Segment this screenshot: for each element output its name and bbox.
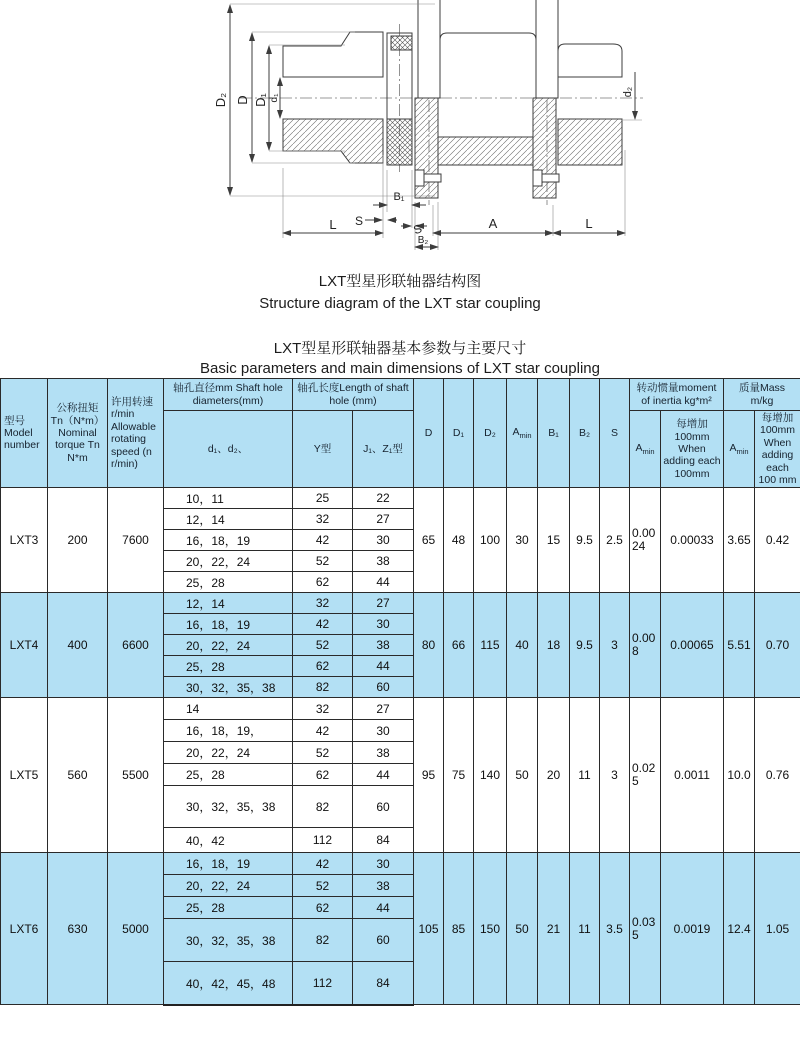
cell-num: 82 bbox=[293, 786, 353, 828]
param-table-body bbox=[1, 488, 800, 1005]
dim-label-d2: d₂ bbox=[622, 86, 634, 98]
cell-num: 42 bbox=[293, 530, 353, 551]
header-B2: B₂ bbox=[570, 379, 600, 488]
cell-num: 5500 bbox=[108, 698, 164, 853]
cell-model: LXT4 bbox=[1, 593, 48, 698]
header-shaft-dia-en: Shaft hole diameters(mm) bbox=[192, 382, 283, 407]
cell-num: 630 bbox=[48, 853, 108, 1005]
cell-num: 1.05 bbox=[755, 853, 800, 1005]
diagram-title-en: Structure diagram of the LXT star coupling bbox=[259, 295, 541, 312]
cell-num: 0.00033 bbox=[661, 488, 724, 593]
cell-d: 30，32，35，38 bbox=[164, 919, 293, 962]
cell-num: 3.65 bbox=[724, 488, 755, 593]
header-mass-per100-en: When adding each 100 mm bbox=[758, 436, 797, 486]
cell-num: 32 bbox=[293, 509, 353, 530]
header-S: S bbox=[600, 379, 630, 488]
cell-num: 30 bbox=[353, 853, 414, 875]
cell-num: 84 bbox=[353, 962, 414, 1005]
cell-num: 15 bbox=[538, 488, 570, 593]
header-mass-unit: m/kg bbox=[750, 394, 774, 407]
dim-label-D1: D₁ bbox=[253, 93, 268, 107]
cell-model: LXT3 bbox=[1, 488, 48, 593]
cell-d: 16，18，19 bbox=[164, 614, 293, 635]
cell-num: 62 bbox=[293, 572, 353, 593]
cell-num: 11 bbox=[570, 698, 600, 853]
cell-d: 14 bbox=[164, 698, 293, 720]
cell-d: 16，18，19 bbox=[164, 853, 293, 875]
cell-num: 60 bbox=[353, 677, 414, 698]
cell-num: 3 bbox=[600, 593, 630, 698]
cell-num: 0.0019 bbox=[661, 853, 724, 1005]
cell-num: 50 bbox=[507, 853, 538, 1005]
header-D: D bbox=[414, 379, 444, 488]
cell-d: 30，32，35，38 bbox=[164, 786, 293, 828]
cell-num: 95 bbox=[414, 698, 444, 853]
cell-num: 10.0 bbox=[724, 698, 755, 853]
dim-label-d1: d₁ bbox=[269, 93, 280, 103]
cell-d: 12，14 bbox=[164, 509, 293, 530]
parameters-table bbox=[0, 378, 800, 1006]
cell-num: 20 bbox=[538, 698, 570, 853]
dim-label-S1: S bbox=[354, 214, 364, 228]
cell-num: 0.00065 bbox=[661, 593, 724, 698]
cell-num: 42 bbox=[293, 614, 353, 635]
cell-num: 82 bbox=[293, 919, 353, 962]
cell-model: LXT5 bbox=[1, 698, 48, 853]
cell-num: 560 bbox=[48, 698, 108, 853]
cell-num: 200 bbox=[48, 488, 108, 593]
header-inertia-zh: 转动惯量 bbox=[636, 382, 679, 395]
cell-d: 40，42，45，48 bbox=[164, 962, 293, 1005]
cell-num: 40 bbox=[507, 593, 538, 698]
cell-num: 62 bbox=[293, 897, 353, 919]
cell-num: 0.42 bbox=[755, 488, 800, 593]
header-y-type: Y型 bbox=[293, 411, 353, 488]
cell-num: 52 bbox=[293, 635, 353, 656]
cell-num: 60 bbox=[353, 786, 414, 828]
cell-d: 25，28 bbox=[164, 764, 293, 786]
cell-j: 0.025 bbox=[630, 698, 661, 853]
cell-num: 52 bbox=[293, 875, 353, 897]
cell-num: 48 bbox=[444, 488, 474, 593]
header-shaft-len bbox=[293, 379, 414, 411]
header-model-en: Model number bbox=[4, 426, 40, 452]
header-D2: D₂ bbox=[474, 379, 507, 488]
cell-num: 25 bbox=[293, 488, 353, 509]
structure-diagram bbox=[185, 0, 650, 250]
cell-num: 44 bbox=[353, 656, 414, 677]
cell-d: 20，22，24 bbox=[164, 742, 293, 764]
cell-num: 65 bbox=[414, 488, 444, 593]
cell-num: 52 bbox=[293, 551, 353, 572]
cell-num: 80 bbox=[414, 593, 444, 698]
header-speed-en: Allowable rotating speed (n r/min) bbox=[111, 420, 156, 470]
cell-num: 9.5 bbox=[570, 488, 600, 593]
table-row bbox=[1, 853, 800, 875]
cell-num: 112 bbox=[293, 962, 353, 1005]
header-d1d2: d₁、d₂、 bbox=[164, 411, 293, 488]
cell-num: 85 bbox=[444, 853, 474, 1005]
cell-num: 32 bbox=[293, 593, 353, 614]
cell-d: 40，42 bbox=[164, 828, 293, 853]
cell-num: 30 bbox=[353, 720, 414, 742]
cell-num: 42 bbox=[293, 720, 353, 742]
cell-num: 38 bbox=[353, 742, 414, 764]
dim-label-L-left: L bbox=[329, 217, 337, 232]
header-mass bbox=[724, 379, 800, 411]
header-inertia-en: moment of inertia kg*m² bbox=[641, 382, 717, 407]
header-shaft-len-zh: 轴孔长度 bbox=[297, 382, 340, 395]
diagram-title-zh: LXT型星形联轴器结构图 bbox=[318, 273, 482, 290]
cell-num: 44 bbox=[353, 764, 414, 786]
header-D1: D₁ bbox=[444, 379, 474, 488]
cell-num: 27 bbox=[353, 509, 414, 530]
cell-num: 44 bbox=[353, 572, 414, 593]
header-shaft-dia-zh: 轴孔直径mm bbox=[173, 382, 233, 395]
cell-d: 12，14 bbox=[164, 593, 293, 614]
header-inertia-Amin: $A_{min}$ bbox=[630, 411, 661, 488]
cell-num: 30 bbox=[353, 614, 414, 635]
table-row bbox=[1, 593, 800, 614]
cell-num: 12.4 bbox=[724, 853, 755, 1005]
header-shaft-len-en: Length of shaft hole (mm) bbox=[329, 382, 409, 407]
cell-model: LXT6 bbox=[1, 853, 48, 1005]
cell-num: 105 bbox=[414, 853, 444, 1005]
cell-num: 52 bbox=[293, 742, 353, 764]
cell-num: 30 bbox=[353, 530, 414, 551]
header-torque-zh: 公称扭矩 bbox=[56, 402, 99, 415]
cell-num: 0.76 bbox=[755, 698, 800, 853]
header-speed bbox=[108, 379, 164, 488]
cell-num: 400 bbox=[48, 593, 108, 698]
header-mass-Amin: $A_{min}$ bbox=[724, 411, 755, 488]
header-inertia-per100-en: When adding each 100mm bbox=[663, 442, 721, 480]
table-title-zh: LXT型星形联轴器基本参数与主要尺寸 bbox=[273, 340, 527, 357]
cell-num: 44 bbox=[353, 897, 414, 919]
cell-num: 60 bbox=[353, 919, 414, 962]
cell-num: 0.0011 bbox=[661, 698, 724, 853]
table-header bbox=[1, 379, 800, 488]
cell-j: 0.035 bbox=[630, 853, 661, 1005]
header-mass-zh: 质量Mass bbox=[738, 382, 786, 395]
cell-num: 150 bbox=[474, 853, 507, 1005]
cell-num: 100 bbox=[474, 488, 507, 593]
header-shaft-dia bbox=[164, 379, 293, 411]
header-B1: B₁ bbox=[538, 379, 570, 488]
cell-num: 42 bbox=[293, 853, 353, 875]
header-Amin: $A_{min}$ bbox=[507, 379, 538, 488]
cell-num: 30 bbox=[507, 488, 538, 593]
cell-num: 115 bbox=[474, 593, 507, 698]
dim-label-D2: D₂ bbox=[213, 92, 228, 108]
cell-num: 3 bbox=[600, 698, 630, 853]
dim-label-B2: B₂ bbox=[417, 235, 429, 246]
header-speed-zh: 许用转速r/min bbox=[111, 396, 153, 421]
table-title-en: Basic parameters and main dimensions of LXT star coupling bbox=[200, 360, 600, 377]
header-inertia-per100-zh: 每增加100mm bbox=[674, 418, 710, 443]
dim-label-B1: B₁ bbox=[393, 191, 405, 203]
dim-label-A: A bbox=[488, 216, 498, 231]
header-model-zh: 型号 bbox=[4, 414, 25, 427]
header-torque bbox=[48, 379, 108, 488]
cell-num: 21 bbox=[538, 853, 570, 1005]
cell-d: 25，28 bbox=[164, 656, 293, 677]
cell-num: 38 bbox=[353, 551, 414, 572]
cell-num: 27 bbox=[353, 698, 414, 720]
cell-d: 16，18，19， bbox=[164, 720, 293, 742]
cell-num: 50 bbox=[507, 698, 538, 853]
cell-d: 16，18，19 bbox=[164, 530, 293, 551]
cell-num: 6600 bbox=[108, 593, 164, 698]
header-torque-en: Nominal torque Tn N*m bbox=[55, 426, 100, 464]
cell-d: 25，28 bbox=[164, 572, 293, 593]
cell-d: 25，28 bbox=[164, 897, 293, 919]
cell-num: 5.51 bbox=[724, 593, 755, 698]
cell-num: 11 bbox=[570, 853, 600, 1005]
table-row bbox=[1, 488, 800, 509]
header-mass-per100 bbox=[755, 411, 800, 488]
cell-num: 82 bbox=[293, 677, 353, 698]
cell-num: 0.70 bbox=[755, 593, 800, 698]
dim-label-S2: S bbox=[411, 221, 424, 238]
table-row bbox=[1, 698, 800, 720]
cell-num: 112 bbox=[293, 828, 353, 853]
header-inertia bbox=[630, 379, 724, 411]
dim-label-D: D bbox=[235, 95, 250, 105]
cell-num: 66 bbox=[444, 593, 474, 698]
dim-label-L-right: L bbox=[585, 216, 593, 231]
header-model bbox=[1, 379, 48, 488]
cell-num: 22 bbox=[353, 488, 414, 509]
cell-j: 0.008 bbox=[630, 593, 661, 698]
cell-num: 9.5 bbox=[570, 593, 600, 698]
cell-num: 5000 bbox=[108, 853, 164, 1005]
cell-d: 20，22，24 bbox=[164, 551, 293, 572]
header-torque-formula: Tn（N*m） bbox=[50, 414, 105, 427]
cell-num: 38 bbox=[353, 875, 414, 897]
header-inertia-per100 bbox=[661, 411, 724, 488]
cell-num: 84 bbox=[353, 828, 414, 853]
cell-num: 32 bbox=[293, 698, 353, 720]
cell-num: 27 bbox=[353, 593, 414, 614]
cell-num: 2.5 bbox=[600, 488, 630, 593]
cell-d: 20，22，24 bbox=[164, 635, 293, 656]
cell-num: 62 bbox=[293, 656, 353, 677]
cell-num: 7600 bbox=[108, 488, 164, 593]
cell-j: 0.0024 bbox=[630, 488, 661, 593]
cell-num: 3.5 bbox=[600, 853, 630, 1005]
cell-num: 18 bbox=[538, 593, 570, 698]
coupling-geometry bbox=[283, 0, 622, 198]
cell-d: 20，22，24 bbox=[164, 875, 293, 897]
cell-num: 62 bbox=[293, 764, 353, 786]
cell-num: 38 bbox=[353, 635, 414, 656]
cell-num: 75 bbox=[444, 698, 474, 853]
header-mass-per100-zh: 每增加100mm bbox=[759, 412, 795, 437]
header-jz-type: J₁、Z₁型 bbox=[353, 411, 414, 488]
cell-d: 30，32，35，38 bbox=[164, 677, 293, 698]
cell-d: 10，11 bbox=[164, 488, 293, 509]
cell-num: 140 bbox=[474, 698, 507, 853]
